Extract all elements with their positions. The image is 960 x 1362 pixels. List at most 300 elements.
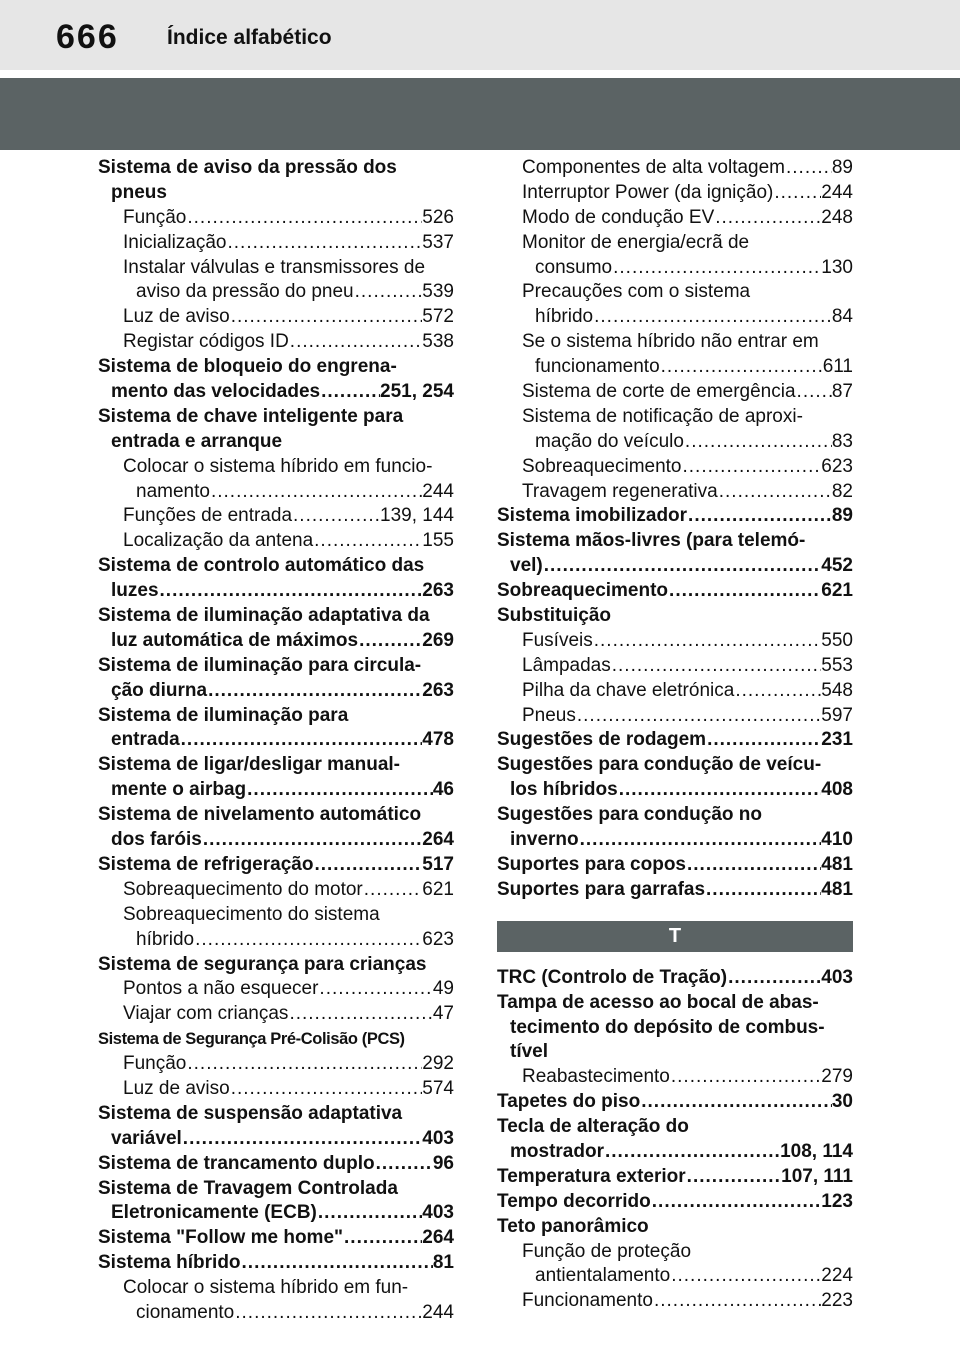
section-letter-bar: T [497,921,853,952]
index-entry-text: Função de proteção [522,1240,692,1262]
index-entry-text: antientalamento [535,1265,671,1287]
index-entry [497,1065,853,1090]
index-entry [497,1215,853,1240]
index-entry [497,430,853,455]
index-entry-text: funcionamento [535,356,660,378]
index-entry [497,455,853,480]
index-entry-page: 574 [422,1077,454,1099]
index-entry-page: 96 [432,1152,454,1174]
index-entry [497,231,853,256]
index-entry-page: 123 [821,1190,853,1212]
index-entry-page: 517 [422,853,454,875]
index-entry-text: Sistema de segurança para crianças [98,953,427,975]
index-entry-page: 47 [432,1003,454,1025]
index-entry [98,1301,454,1326]
index-entry-page: 550 [821,629,853,651]
index-entry [497,380,853,405]
index-entry-text: Teto panorâmico [497,1215,649,1237]
index-entry [98,903,454,928]
dot-leader [668,579,821,604]
dot-leader [202,828,422,853]
dot-leader [375,1152,433,1177]
index-entry-page: 623 [821,455,853,477]
index-entry [98,803,454,828]
index-entry-text: Monitor de energia/ecrã de [522,231,750,253]
index-entry-text: Tapetes do piso [497,1091,641,1113]
index-entry-page: 408 [821,779,853,801]
index-entry-page: 553 [821,654,853,676]
index-entry [497,1090,853,1115]
dot-leader [320,380,380,405]
index-entry-text: Colocar o sistema híbrido em funcio- [123,455,433,477]
index-entry-text: Viajar com crianças [123,1003,289,1025]
index-entry-text: Sobreaquecimento do sistema [123,903,380,925]
dot-leader [618,778,822,803]
index-entry-text: Sistema de nivelamento automático [98,804,422,826]
index-entry [497,1016,853,1041]
index-entry [497,579,853,604]
index-entry-text: Sistema de Segurança Pré-Colisão (PCS) [98,1030,405,1049]
index-entry-text: Interruptor Power (da ignição) [522,181,774,203]
index-entry [98,1127,454,1152]
index-entry-page: 81 [432,1252,454,1274]
index-entry-page: 264 [422,829,454,851]
dot-leader [182,1127,423,1152]
index-entry-text: Localização da antena [123,530,314,552]
index-entry-text: Tecla de alteração do [497,1116,689,1138]
dot-leader [734,679,821,704]
dot-leader [651,1190,822,1215]
index-entry-page: 155 [422,530,454,552]
index-entry-text: Sistema de iluminação adaptativa da [98,605,430,627]
index-entry-text: Se o sistema híbrido não entrar em [522,331,819,353]
index-entry [98,206,454,231]
index-entry-page: 526 [422,206,454,228]
index-entry-page: 83 [831,430,853,452]
index-entry [98,878,454,903]
index-entry-text: Lâmpadas [522,654,611,676]
index-entry-text: Sistema de iluminação para [98,704,349,726]
dot-leader [773,181,821,206]
index-entry-text: Função [123,1053,187,1075]
index-entry-text: cionamento [136,1301,235,1323]
dot-leader [686,853,821,878]
index-entry [98,554,454,579]
index-entry [497,480,853,505]
index-entry-text: Sistema de trancamento duplo [98,1152,375,1174]
index-entry [98,753,454,778]
index-entry-text: Suportes para copos [497,853,686,875]
index-entry-text: Função [123,206,187,228]
index-entry [98,355,454,380]
index-entry [98,778,454,803]
index-entry [98,1201,454,1226]
index-entry-text: mação do veículo [535,430,684,452]
index-entry-text: entrada [111,729,180,751]
index-entry-text: mente o airbag [111,779,247,801]
index-list-t [497,966,853,1314]
dot-leader [343,1226,422,1251]
index-entry-text: Sistema de corte de emergência [522,381,796,403]
index-entry-page: 621 [422,878,454,900]
index-entry-page: 269 [422,629,454,651]
index-entry-page: 279 [821,1066,853,1088]
index-entry [497,878,853,903]
index-entry [98,256,454,281]
index-entry-text: Sistema de bloqueio do engrena- [98,356,397,378]
index-entry [497,1165,853,1190]
index-entry [98,977,454,1002]
index-entry-page: 49 [432,978,454,1000]
index-entry [497,305,853,330]
index-entry [98,330,454,355]
dot-leader [186,1052,422,1077]
index-entry [497,654,853,679]
index-entry [497,355,853,380]
index-entry-text: Fusíveis [522,629,593,651]
index-entry [497,604,853,629]
index-entry-page: 481 [821,878,853,900]
index-entry-page: 231 [821,729,853,751]
index-entry-text: Sistema mãos-livres (para telemó- [497,530,806,552]
index-entry-page: 611 [822,356,853,378]
index-entry [497,181,853,206]
index-entry-text: Sistema de aviso da pressão dos [98,157,397,178]
index-entry [98,928,454,953]
index-entry-text: Eletronicamente (ECB) [111,1202,317,1224]
index-entry-text: inverno [510,829,579,851]
index-entry-page: 537 [422,231,454,253]
index-entry-text: Sugestões de rodagem [497,729,707,751]
index-entry-text: Precauções com o sistema [522,281,751,303]
index-entry-text: los híbridos [510,779,618,801]
index-entry-text: variável [111,1127,182,1149]
index-entry [98,679,454,704]
dot-leader [230,1077,423,1102]
index-entry-page: 30 [831,1091,853,1113]
index-entry [497,704,853,729]
index-entry-page: 597 [821,704,853,726]
index-entry-text: Reabastecimento [522,1066,670,1088]
dot-leader [593,629,822,654]
index-entry-text: Tampa de acesso ao bocal de abas- [497,991,819,1013]
index-entry-page: 478 [422,729,454,751]
index-entry [98,480,454,505]
index-entry-text: Sobreaquecimento [522,455,682,477]
dot-leader [579,828,822,853]
index-entry-text: luz automática de máximos [111,629,359,651]
dot-leader [576,704,821,729]
index-entry [497,280,853,305]
dot-leader [317,1201,422,1226]
index-entry [497,1190,853,1215]
index-entry [98,953,454,978]
index-entry [98,1276,454,1301]
index-entry-page: 84 [831,306,853,328]
index-entry-text: Tempo decorrido [497,1190,651,1212]
index-entry [497,529,853,554]
dot-leader [313,529,422,554]
index-column-right [497,156,853,1314]
index-entry [98,704,454,729]
dot-leader [246,778,433,803]
index-entry [98,430,454,455]
index-entry [497,405,853,430]
index-entry-page: 89 [831,505,853,527]
index-entry [98,405,454,430]
index-entry-page: 107, 111 [781,1165,853,1187]
index-entry [98,1102,454,1127]
index-entry [497,156,853,181]
index-entry [497,853,853,878]
index-entry [98,1052,454,1077]
index-entry-text: Sugestões para condução de veícu- [497,754,822,776]
index-column-left [98,156,454,1326]
index-entry-text: Instalar válvulas e transmissores de [123,256,426,278]
header-band [0,78,960,150]
index-entry [497,256,853,281]
index-entry-text: Modo de condução EV [522,206,715,228]
index-entry-text: TRC (Controlo de Tração) [497,966,728,988]
index-entry-text: aviso da pressão do pneu [136,281,354,303]
dot-leader [543,554,822,579]
index-entry-page: 89 [831,157,853,178]
index-entry-text: Pilha da chave eletrónica [522,679,735,701]
index-entry-page: 264 [422,1227,454,1249]
index-entry [98,1002,454,1027]
index-entry-page: 538 [422,331,454,353]
index-entry-text: mostrador [510,1140,604,1162]
index-entry-page: 623 [422,928,454,950]
index-entry-text: Componentes de alta voltagem [522,157,785,178]
index-entry [497,330,853,355]
dot-leader [706,728,821,753]
dot-leader [593,305,832,330]
index-entry [497,991,853,1016]
index-entry [497,828,853,853]
dot-leader [670,1264,821,1289]
index-entry-text: luzes [111,580,159,602]
dot-leader [612,256,821,281]
dot-leader [660,355,823,380]
index-entry-page: 539 [422,281,454,303]
index-entry-text: vel) [510,555,543,577]
index-entry [98,1077,454,1102]
dot-leader [230,305,423,330]
index-entry-page: 139, 144 [380,505,454,527]
dot-leader [358,629,422,654]
index-entry [98,1177,454,1202]
index-entry-text: Sistema de notificação de aproxi- [522,405,803,427]
index-entry [497,554,853,579]
dot-leader [785,156,832,181]
index-entry-text: Sistema imobilizador [497,505,688,527]
index-entry-page: 87 [831,381,853,403]
index-entry-text: namento [136,480,210,502]
index-entry-page: 452 [821,555,853,577]
index-entry-text: híbrido [136,928,195,950]
index-entry-page: 548 [821,679,853,701]
dot-leader [714,206,821,231]
dot-leader [705,878,821,903]
dot-leader [313,853,422,878]
index-entry-page: 223 [821,1290,853,1312]
dot-leader [159,579,423,604]
index-entry-text: Sobreaquecimento [497,580,669,602]
index-entry [497,1240,853,1265]
dot-leader [682,455,822,480]
index-entry [497,629,853,654]
index-entry [98,579,454,604]
dot-leader [207,679,422,704]
index-entry [98,629,454,654]
index-list-s [497,156,853,903]
index-entry-page: 403 [422,1127,454,1149]
index-entry-page: 248 [821,206,853,228]
index-entry [98,828,454,853]
index-entry [497,966,853,991]
index-entry-page: 251, 254 [380,381,454,403]
index-entry-text: Sistema de suspensão adaptativa [98,1102,403,1124]
index-entry-page: 621 [821,580,853,602]
dot-leader [727,966,821,991]
index-entry [98,1251,454,1276]
dot-leader [611,654,822,679]
index-entry-text: Inicialização [123,231,227,253]
dot-leader [653,1289,821,1314]
index-entry [497,1264,853,1289]
index-entry-text: Sistema de refrigeração [98,853,314,875]
index-entry-page: 403 [422,1202,454,1224]
dot-leader [289,330,423,355]
index-entry [497,728,853,753]
index-entry [497,778,853,803]
index-entry-page: 263 [422,679,454,701]
dot-leader [241,1251,433,1276]
index-entry-text: Sugestões para condução no [497,804,762,826]
dot-leader [210,480,422,505]
index-entry [98,380,454,405]
dot-leader [363,878,423,903]
index-entry [497,1115,853,1140]
index-entry-text: tível [510,1041,549,1063]
index-entry-text: Sistema de ligar/desligar manual- [98,754,400,776]
index-entry [497,753,853,778]
index-entry [98,604,454,629]
dot-leader [684,430,832,455]
page-number: 666 [56,18,119,56]
index-entry-page: 244 [821,181,853,203]
index-entry-text: consumo [535,256,613,278]
index-entry-page: 130 [821,256,853,278]
index-entry [98,1152,454,1177]
index-entry-text: Sistema híbrido [98,1252,241,1274]
index-entry [98,455,454,480]
index-entry-text: tecimento do depósito de combus- [510,1016,825,1038]
index-entry-text: híbrido [535,306,594,328]
index-entry-text: Funções de entrada [123,505,293,527]
dot-leader [194,928,422,953]
dot-leader [354,280,423,305]
index-entry [98,305,454,330]
dot-leader [687,504,832,529]
index-entry-text: Substituição [497,605,612,627]
dot-leader [227,231,423,256]
index-entry-text: Travagem regenerativa [522,480,718,502]
index-entry [497,803,853,828]
index-entry-text: Temperatura exterior [497,1165,686,1187]
index-entry [98,231,454,256]
index-entry-text: Suportes para garrafas [497,878,706,900]
index-entry-page: 263 [422,580,454,602]
dot-leader [796,380,832,405]
index-entry-text: pneus [111,181,167,203]
index-entry-text: Sistema "Follow me home" [98,1227,344,1249]
index-entry [497,504,853,529]
dot-leader [180,728,423,753]
index-entry-text: Sistema de controlo automático das [98,555,425,577]
index-entry [98,728,454,753]
page-header [0,0,960,70]
dot-leader [288,1002,432,1027]
index-entry-text: Sistema de Travagem Controlada [98,1177,398,1199]
dot-leader [604,1140,780,1165]
dot-leader [318,977,432,1002]
dot-leader [670,1065,821,1090]
index-entry [497,1040,853,1065]
index-entry-text: Registar códigos ID [123,331,289,353]
dot-leader [686,1165,781,1190]
index-entry-text: Colocar o sistema híbrido em fun- [123,1277,409,1299]
index-entry [98,181,454,206]
index-entry-page: 82 [831,480,853,502]
index-entry-page: 46 [432,779,454,801]
index-entry [98,853,454,878]
index-entry [98,529,454,554]
index-entry [497,679,853,704]
index-entry [497,1289,853,1314]
index-entry-page: 108, 114 [780,1140,853,1162]
index-entry-page: 572 [422,306,454,328]
index-entry-page: 244 [422,1301,454,1323]
index-entry-text: Pneus [522,704,576,726]
dot-leader [718,480,832,505]
index-entry-text: dos faróis [111,829,202,851]
index-entry-page: 292 [422,1053,454,1075]
index-entry-page: 481 [821,853,853,875]
index-entry-text: mento das velocidades [111,381,321,403]
index-entry-text: Luz de aviso [123,1077,230,1099]
dot-leader [292,504,380,529]
index-entry [98,156,454,181]
dot-leader [640,1090,832,1115]
index-entry-page: 224 [821,1265,853,1287]
index-entry-text: Funcionamento [522,1290,653,1312]
index-entry-page: 410 [821,829,853,851]
index-entry [98,1027,454,1052]
dot-leader [234,1301,422,1326]
index-entry [98,280,454,305]
index-entry-text: ção diurna [111,679,208,701]
index-entry [98,1226,454,1251]
index-entry-text: Luz de aviso [123,306,230,328]
index-entry-text: Sistema de iluminação para circula- [98,654,422,676]
index-entry-text: Sobreaquecimento do motor [123,878,363,900]
index-entry [98,504,454,529]
index-entry [497,206,853,231]
index-entry [497,1140,853,1165]
page-title: Índice alfabético [167,26,332,49]
